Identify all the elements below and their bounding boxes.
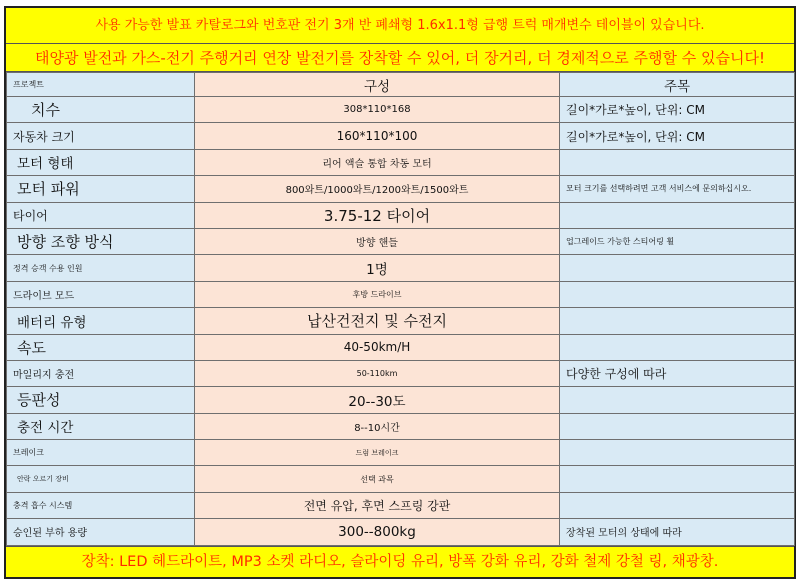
row-config: 리어 액슬 통합 차동 모터 xyxy=(195,149,560,175)
row-note xyxy=(560,387,795,413)
table-row xyxy=(7,360,795,386)
row-item: 드라이브 모드 xyxy=(7,281,195,307)
row-note: 모터 크기를 선택하려면 고객 서비스에 문의하십시오. xyxy=(560,176,795,202)
row-note xyxy=(560,281,795,307)
row-config: 전면 유압, 후면 스프링 강판 xyxy=(195,492,560,518)
row-item: 브레이크 xyxy=(7,440,195,466)
row-note: 장착된 모터의 상태에 따라 xyxy=(560,519,795,545)
row-item: 치수 xyxy=(7,97,195,123)
row-config: 8--10시간 xyxy=(195,413,560,439)
row-item: 방향 조향 방식 xyxy=(7,228,195,254)
row-item: 자동차 크기 xyxy=(7,123,195,149)
table-row xyxy=(7,149,795,175)
bottom-banner: 장착: LED 헤드라이트, MP3 소켓 라디오, 슬라이딩 유리, 방폭 강화 유리, 강화 철제 강철 링, 채광창. xyxy=(6,546,794,577)
row-note: 길이*가로*높이, 단위: CM xyxy=(560,123,795,149)
spec-table xyxy=(6,72,795,546)
table-row xyxy=(7,413,795,439)
header-notes: 주목 xyxy=(560,73,795,97)
row-note: 다양한 구성에 따라 xyxy=(560,360,795,386)
table-row xyxy=(7,255,795,281)
row-item: 승인된 부하 용량 xyxy=(7,519,195,545)
row-item: 속도 xyxy=(7,334,195,360)
row-item: 충전 시간 xyxy=(7,413,195,439)
row-config: 20--30도 xyxy=(195,387,560,413)
table-row xyxy=(7,308,795,334)
row-note xyxy=(560,466,795,492)
row-item: 모터 파워 xyxy=(7,176,195,202)
row-config: 50-110km xyxy=(195,360,560,386)
row-config: 드럼 브레이크 xyxy=(195,440,560,466)
row-config: 방향 핸들 xyxy=(195,228,560,254)
table-row xyxy=(7,492,795,518)
row-config: 납산건전지 및 수전지 xyxy=(195,308,560,334)
row-note xyxy=(560,202,795,228)
row-config: 1명 xyxy=(195,255,560,281)
table-row xyxy=(7,123,795,149)
row-item: 안락 오르기 장비 xyxy=(7,466,195,492)
table-row xyxy=(7,519,795,545)
row-note xyxy=(560,440,795,466)
row-note xyxy=(560,308,795,334)
table-row xyxy=(7,97,795,123)
row-note xyxy=(560,413,795,439)
row-item: 등판성 xyxy=(7,387,195,413)
row-config: 300--800kg xyxy=(195,519,560,545)
spec-sheet xyxy=(4,6,796,579)
top-banner-line1: 사용 가능한 발표 카탈로그와 번호판 전기 3개 반 폐쇄형 1.6x1.1형 급행 트럭 매개변수 테이블이 있습니다. xyxy=(6,8,794,44)
row-config: 160*110*100 xyxy=(195,123,560,149)
row-config: 선택 과목 xyxy=(195,466,560,492)
row-config: 3.75-12 타이어 xyxy=(195,202,560,228)
table-row xyxy=(7,387,795,413)
row-item: 모터 형태 xyxy=(7,149,195,175)
row-config: 40-50km/H xyxy=(195,334,560,360)
row-note xyxy=(560,255,795,281)
row-config: 후방 드라이브 xyxy=(195,281,560,307)
table-row xyxy=(7,176,795,202)
row-note: 업그레이드 가능한 스티어링 휠 xyxy=(560,228,795,254)
row-note xyxy=(560,334,795,360)
row-item: 충격 흡수 시스템 xyxy=(7,492,195,518)
top-banner-line2: 태양광 발전과 가스-전기 주행거리 연장 발전기를 장착할 수 있어, 더 장거리, 더 경제적으로 주행할 수 있습니다! xyxy=(6,44,794,72)
header-project: 프로젝트 xyxy=(7,73,195,97)
table-row xyxy=(7,440,795,466)
row-item: 정격 승객 수용 인원 xyxy=(7,255,195,281)
table-row xyxy=(7,228,795,254)
table-row xyxy=(7,281,795,307)
row-note xyxy=(560,149,795,175)
table-row xyxy=(7,334,795,360)
table-header-row xyxy=(7,73,795,97)
table-row xyxy=(7,466,795,492)
row-item: 마일리지 충전 xyxy=(7,360,195,386)
table-row xyxy=(7,202,795,228)
header-config: 구성 xyxy=(195,73,560,97)
row-config: 800와트/1000와트/1200와트/1500와트 xyxy=(195,176,560,202)
row-item: 배터리 유형 xyxy=(7,308,195,334)
row-note: 길이*가로*높이, 단위: CM xyxy=(560,97,795,123)
row-item: 타이어 xyxy=(7,202,195,228)
row-note xyxy=(560,492,795,518)
row-config: 308*110*168 xyxy=(195,97,560,123)
